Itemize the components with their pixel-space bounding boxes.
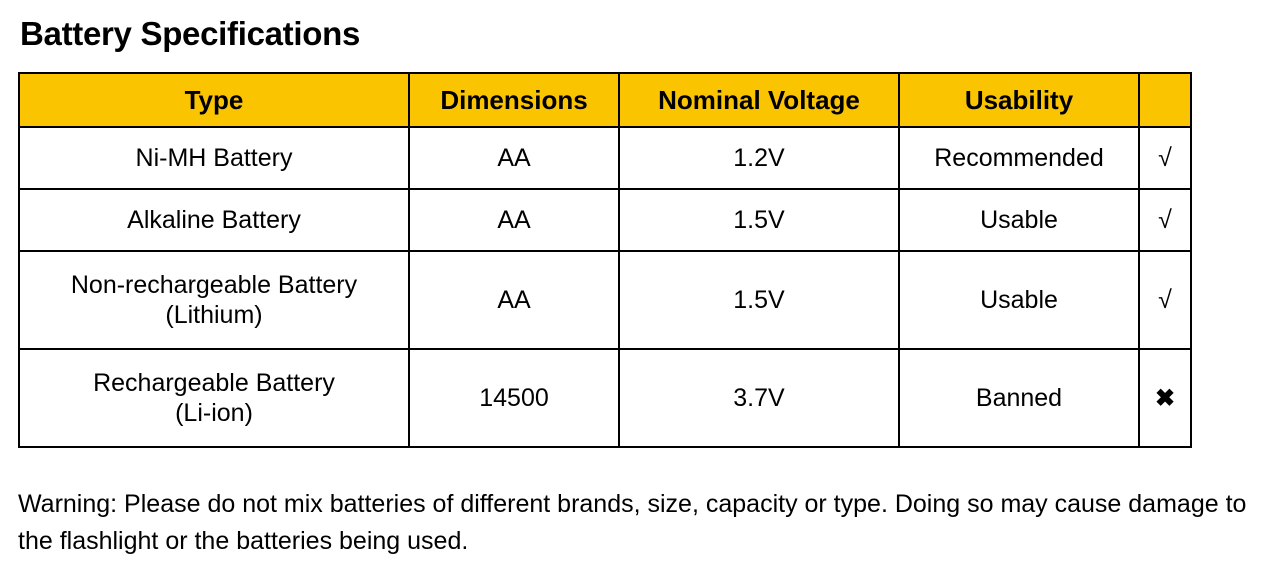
battery-specifications-table [18,72,1192,448]
cell-voltage: 3.7V [619,349,899,447]
cell-usability: Banned [899,349,1139,447]
table-row [19,189,1191,251]
cell-type-main: Rechargeable Battery [93,368,335,397]
table-row [19,251,1191,349]
column-header-usability: Usability [899,73,1139,127]
cell-dimensions: AA [409,127,619,189]
warning-text: Please do not mix batteries of different brands, size, capacity or type. Doing so may cause damage to the flashlight or the batteries being used. [18,490,1247,555]
cross-icon: ✖ [1139,349,1191,447]
table-header-row [19,73,1191,127]
check-icon: √ [1139,189,1191,251]
cell-type: Ni-MH Battery [19,127,409,189]
cell-dimensions: 14500 [409,349,619,447]
column-header-nominal-voltage: Nominal Voltage [619,73,899,127]
check-icon: √ [1139,127,1191,189]
cell-usability: Usable [899,251,1139,349]
cell-type: Alkaline Battery [19,189,409,251]
cell-usability: Usable [899,189,1139,251]
warning-note [18,486,1263,559]
cell-voltage: 1.5V [619,189,899,251]
table-row [19,349,1191,447]
cell-usability: Recommended [899,127,1139,189]
check-icon: √ [1139,251,1191,349]
cell-type-main: Non-rechargeable Battery [70,270,358,299]
cell-type [19,349,409,447]
table-row [19,127,1191,189]
cell-type [19,251,409,349]
column-header-mark [1139,73,1191,127]
cell-voltage: 1.2V [619,127,899,189]
warning-label: Warning: [18,490,118,519]
table-header [19,73,1191,127]
cell-dimensions: AA [409,189,619,251]
cell-type-sub: (Li-ion) [175,399,253,428]
table-body [19,127,1191,447]
page-title: Battery Specifications [20,15,361,52]
cell-voltage: 1.5V [619,251,899,349]
cell-dimensions: AA [409,251,619,349]
column-header-type: Type [19,73,409,127]
cell-type-sub: (Lithium) [165,301,263,330]
column-header-dimensions: Dimensions [409,73,619,127]
